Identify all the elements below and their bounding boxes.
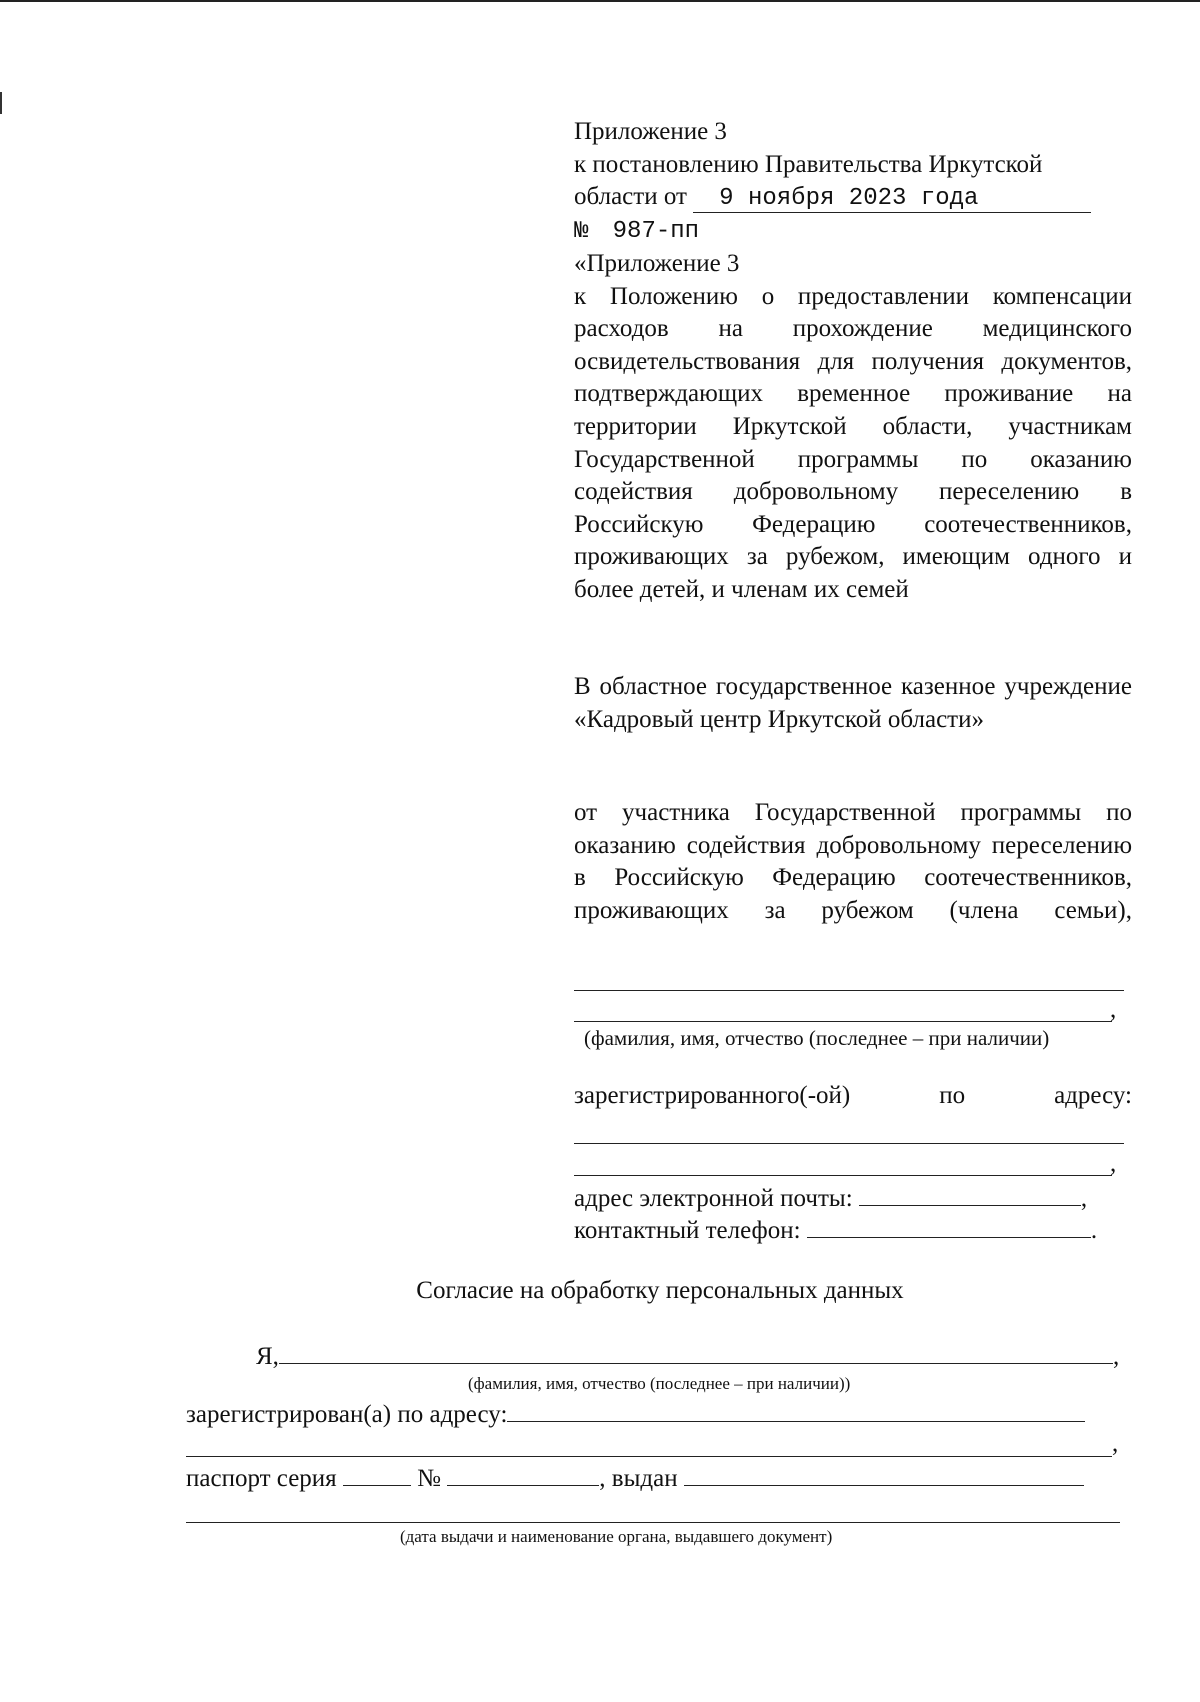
appendix-date-line	[574, 181, 1132, 214]
sender-fio-caption: (фамилия, имя, отчество (последнее – при наличии)	[584, 1026, 1050, 1050]
consent-passport-series-field[interactable]	[343, 1463, 411, 1486]
appendix-title: Приложение 3	[574, 118, 727, 145]
consent-address-field[interactable]	[507, 1399, 1085, 1422]
consent-issued-label: , выдан	[599, 1465, 678, 1492]
consent-fio-caption: (фамилия, имя, отчество (последнее – при наличии))	[468, 1374, 851, 1393]
regulation-appendix-title: «Приложение 3	[574, 250, 740, 277]
consent-issued-field[interactable]	[684, 1463, 1084, 1486]
consent-fio-field[interactable]	[279, 1341, 1113, 1364]
sender-fio-line-2[interactable]	[574, 1021, 1112, 1022]
appendix-number-prefix: №	[574, 217, 589, 245]
sender-registered-label: зарегистрированного(-ой) по адресу:	[574, 1082, 1132, 1109]
consent-i-row	[256, 1341, 1119, 1371]
sender-email-comma: ,	[1080, 1185, 1088, 1212]
addressee-text: В областное государственное казенное учреждение «Кадровый центр Иркутской области»	[574, 673, 1132, 733]
consent-address-comma: ,	[1112, 1430, 1119, 1457]
appendix-date-prefix: области от	[574, 183, 687, 211]
consent-issue-line[interactable]	[186, 1522, 1120, 1523]
scan-top-border	[0, 0, 1200, 2]
appendix-date: 9 ноября 2023 года	[693, 186, 1091, 213]
sender-phone-period: .	[1090, 1217, 1098, 1244]
sender-phone-field[interactable]	[807, 1215, 1091, 1238]
consent-passport-number-label: №	[417, 1465, 442, 1492]
consent-fio-comma: ,	[1112, 1343, 1120, 1370]
regulation-reference	[574, 248, 1132, 607]
consent-address-line-2[interactable]	[186, 1456, 1112, 1457]
consent-registered-label: зарегистрирован(а) по адресу:	[186, 1401, 508, 1428]
sender-email-row	[574, 1183, 1087, 1213]
consent-address-row	[186, 1399, 1085, 1429]
sender-address-line-2[interactable]	[574, 1175, 1112, 1176]
consent-i-label: Я,	[256, 1343, 279, 1370]
sender-email-field[interactable]	[859, 1183, 1081, 1206]
appendix-number: 987-пп	[612, 217, 700, 245]
appendix-number-line	[574, 214, 1132, 249]
appendix-resolution: к постановлению Правительства Иркутской	[574, 150, 1043, 178]
consent-title: Согласие на обработку персональных данных	[416, 1277, 904, 1304]
sender-block	[574, 797, 1132, 927]
sender-address-line-1[interactable]	[574, 1143, 1124, 1144]
scan-edge-mark	[0, 92, 2, 114]
consent-passport-number-field[interactable]	[447, 1463, 599, 1486]
sender-text: от участника Государственной программы по оказанию содействия добровольному переселению в Российскую Федерацию соотечественников, проживающих за рубежом (члена семьи),	[574, 799, 1132, 924]
appendix-header	[574, 116, 1132, 248]
regulation-text: к Положению о предоставлении компенсации расходов на прохождение медицинского освидетельствования для получения документов, подтверждающих временное проживание на территории Иркутской области, участникам Государственной программы по оказанию содействия добровольному переселению в Российскую Федерацию соотечественников, проживающих за рубежом, имеющим одного и более детей, и членам их семей	[574, 282, 1132, 603]
sender-fio-line-1[interactable]	[574, 990, 1124, 991]
consent-passport-row	[186, 1463, 1084, 1493]
sender-address-comma: ,	[1110, 1150, 1117, 1177]
sender-phone-row	[574, 1215, 1097, 1245]
sender-email-label: адрес электронной почты:	[574, 1185, 853, 1212]
addressee-block	[574, 671, 1132, 736]
consent-passport-label: паспорт серия	[186, 1465, 337, 1492]
consent-issue-caption: (дата выдачи и наименование органа, выдавшего документ)	[400, 1527, 833, 1546]
sender-phone-label: контактный телефон:	[574, 1217, 801, 1244]
sender-fio-comma: ,	[1110, 996, 1117, 1023]
